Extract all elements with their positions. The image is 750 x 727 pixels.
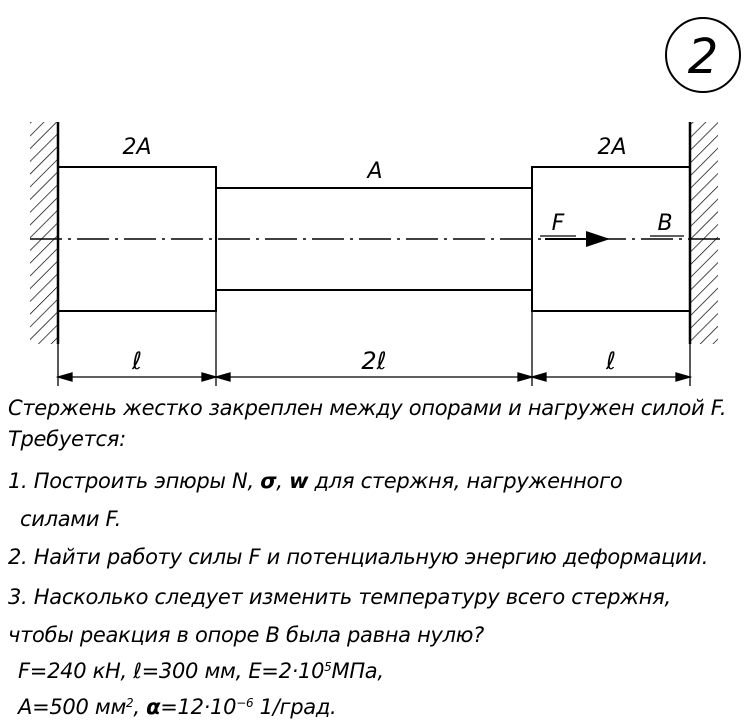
given-1-exp: 5 [324,660,332,674]
w-symbol: w [289,469,309,493]
left-wall-support [30,122,58,344]
text-line-1: Стержень жестко закреплен между опорами и нагружен силой F. [8,396,727,420]
text-line-6: 3. Насколько следует изменить температуру всего стержня, [8,585,671,609]
alpha-symbol: α [146,695,161,719]
given-2d: 1/град. [253,695,337,719]
given-2b: , [133,695,147,719]
given-2-exp: 2 [126,696,134,710]
badge-number: 2 [687,29,719,85]
text-line-3c: для стержня, нагруженного [308,469,623,493]
text-line-3b: , [276,469,290,493]
problem-number-badge [666,18,740,92]
text-line-3a: 1. Построить эпюры N, [8,469,261,493]
label-right-area: 2A [597,135,627,160]
dim-middle-label: 2ℓ [361,347,387,375]
label-middle-area: A [367,159,383,184]
given-1a: F=240 кН, ℓ=300 мм, E=2·10 [18,659,325,683]
given-data-line-1 [18,656,384,686]
given-1b: МПа, [331,659,384,683]
label-point-b: B [657,211,673,236]
dim-right-label: ℓ [606,347,616,375]
text-line-2: Требуется: [8,427,126,451]
right-wall-support [690,122,718,344]
label-left-area: 2A [122,135,152,160]
given-2a: A=500 мм [18,695,127,719]
label-force: F [551,211,565,236]
text-line-4: силами F. [20,507,121,531]
given-2-exp2: −6 [236,696,254,710]
given-2c: =12·10 [160,695,237,719]
text-line-3 [8,466,622,496]
text-line-7: чтобы реакция в опоре B была равна нулю? [8,623,484,647]
text-line-5: 2. Найти работу силы F и потенциальную энергию деформации. [8,545,709,569]
given-data-line-2 [18,692,336,722]
dim-left-label: ℓ [132,347,142,375]
sigma-symbol: σ [260,469,277,493]
